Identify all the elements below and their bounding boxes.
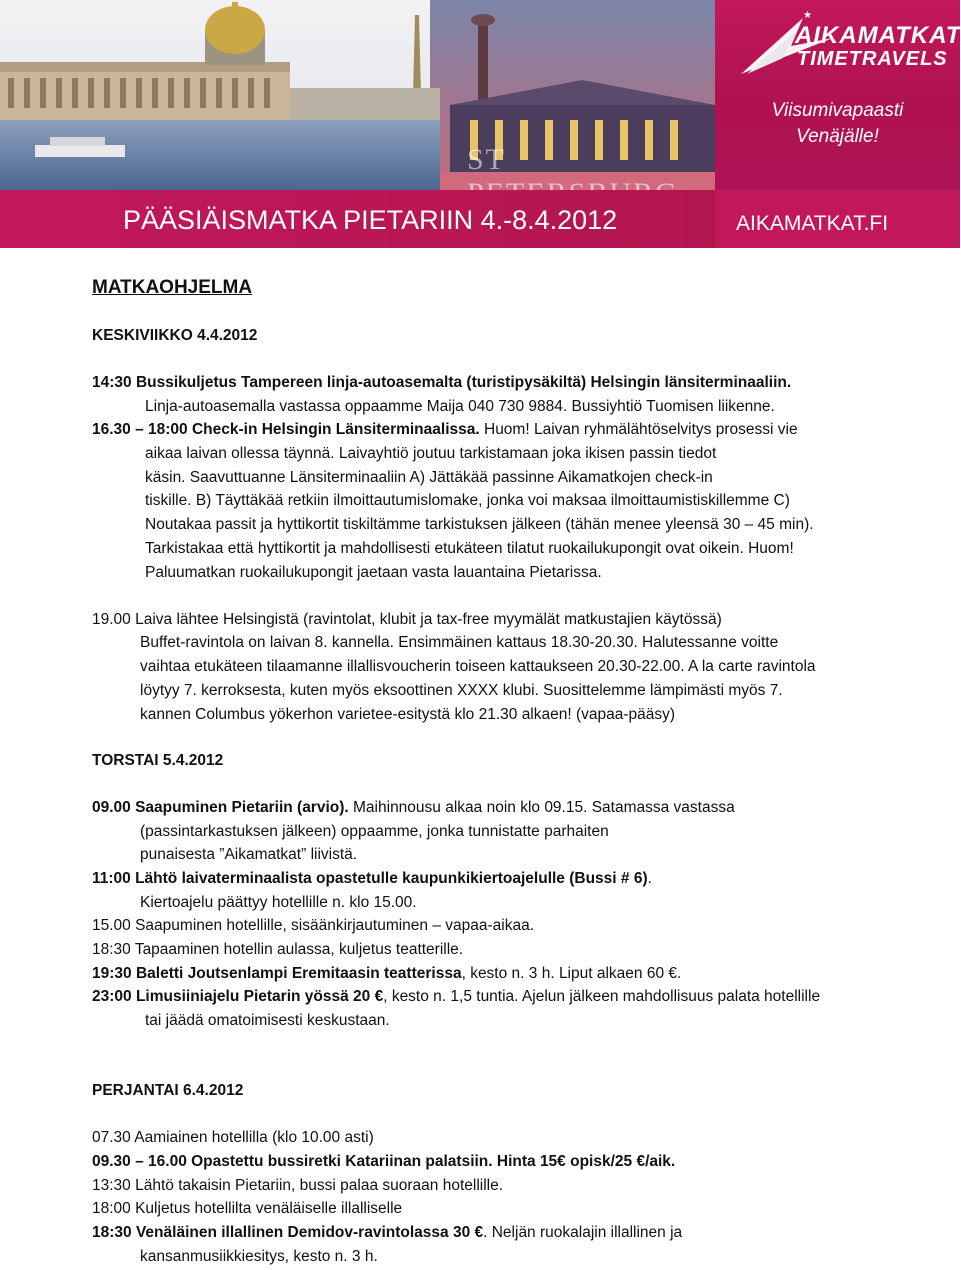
logo-text-timetravels: TIMETRAVELS xyxy=(797,48,948,70)
tour-title: PÄÄSIÄISMATKA PIETARIIN 4.-8.4.2012 xyxy=(123,205,618,235)
arrival-time: 09.00 Saapuminen Pietariin (arvio). xyxy=(92,799,349,816)
itinerary-line: kansanmusiikkiesitys, kesto n. 3 h. xyxy=(140,1248,378,1265)
program-title: MATKAOHJELMA xyxy=(92,277,253,298)
itinerary-line: Buffet-ravintola on laivan 8. kannella. Ensimmäinen kattaus 18.30-20.30. Halutessanne voitte xyxy=(140,634,779,651)
itinerary-line: Paluumatkan ruokailukupongit jaetaan vasta lauantaina Pietarissa. xyxy=(145,564,602,581)
itinerary-line: kannen Columbus yökerhon varietee-esitystä klo 21.30 alkaen! (vapaa-pääsy) xyxy=(140,706,676,723)
itinerary-line: 15.00 Saapuminen hotellille, sisäänkirjautuminen – vapaa-aikaa. xyxy=(92,917,535,934)
company-logo[interactable] xyxy=(733,8,961,78)
itinerary-line: 13:30 Lähtö takaisin Pietariin, bussi palaa suoraan hotellille. xyxy=(92,1177,504,1194)
itinerary-line: aikaa laivan ollessa täynnä. Laivayhtiö joutuu tarkistamaan joka ikisen passin tiedot xyxy=(145,445,717,462)
svg-text:★: ★ xyxy=(803,10,812,21)
itinerary-line: Linja-autoasemalla vastassa oppaamme Maija 040 730 9884. Bussiyhtiö Tuomisen liikenne. xyxy=(145,398,775,415)
city-tour-item: 11:00 Lähtö laivaterminaalista opastetulle kaupunkikiertoajelulle (Bussi # 6) xyxy=(92,870,648,887)
day-heading-friday: PERJANTAI 6.4.2012 xyxy=(92,1082,244,1099)
day-heading-thursday: TORSTAI 5.4.2012 xyxy=(92,752,224,769)
itinerary-line xyxy=(92,870,652,888)
itinerary-line: käsin. Saavuttuanne Länsiterminaaliin A) Jättäkää passinne Aikamatkojen check-in xyxy=(145,469,713,486)
city-tour-period: . xyxy=(647,870,652,887)
itinerary-line: 18:00 Kuljetus hotellilta venäläiselle illalliselle xyxy=(92,1200,403,1217)
itinerary-line: Tarkistakaa että hyttikortit ja mahdollisesti etukäteen tilatut ruokailukupongit ovat oikein. Huom! xyxy=(145,540,794,557)
tagline-line-1: Viisumivapaasti xyxy=(771,100,904,121)
itinerary-line: 07.30 Aamiainen hotellilla (klo 10.00 asti) xyxy=(92,1129,374,1146)
itinerary-line: Noutakaa passit ja hyttikortit tiskiltämme tarkistuksen jälkeen (tähän menee yleensä 30 – 45 min). xyxy=(145,516,814,533)
header-banner xyxy=(0,0,960,248)
itinerary-line: Kiertoajelu päättyy hotellille n. klo 15.00. xyxy=(140,894,417,911)
itinerary-line: tai jäädä omatoimisesti keskustaan. xyxy=(145,1012,390,1029)
itinerary-line xyxy=(92,799,735,817)
itinerary-line: 19.00 Laiva lähtee Helsingistä (ravintolat, klubit ja tax-free myymälät matkustajien käytössä) xyxy=(92,611,722,628)
itinerary-line: 18:30 Tapaaminen hotellin aulassa, kuljetus teatterille. xyxy=(92,941,464,958)
photo-caption: ST xyxy=(467,143,506,176)
itinerary-line: 14:30 Bussikuljetus Tampereen linja-autoasemalta (turistipysäkiltä) Helsingin länsiterminaaliin. xyxy=(92,374,792,391)
limousine-item: 23:00 Limusiiniajelu Pietarin yössä 20 € xyxy=(92,988,384,1005)
tagline-line-2: Venäjälle! xyxy=(796,126,879,147)
website-link[interactable]: AIKAMATKAT.FI xyxy=(736,212,889,235)
itinerary-line: vaihtaa etukäteen tilaamanne illallisvoucherin toiseen kattaukseen 20.30-22.00. A la carte ravintola xyxy=(140,658,816,675)
checkin-time: 16.30 – 18:00 Check-in Helsingin Länsiterminaalissa. xyxy=(92,421,480,438)
logo-panel xyxy=(715,0,960,190)
itinerary-line xyxy=(92,1224,682,1242)
ballet-item: 19:30 Baletti Joutsenlampi Eremitaasin teatterissa xyxy=(92,965,462,982)
ballet-note: , kesto n. 3 h. Liput alkaen 60 €. xyxy=(461,965,682,982)
itinerary-line: (passintarkastuksen jälkeen) oppaamme, jonka tunnistatte parhaiten xyxy=(140,823,609,840)
arrival-note: Maihinnousu alkaa noin klo 09.15. Satamassa vastassa xyxy=(348,799,735,816)
dinner-item: 18:30 Venäläinen illallinen Demidov-ravintolassa 30 € xyxy=(92,1224,484,1241)
day-heading-wednesday: KESKIVIIKKO 4.4.2012 xyxy=(92,327,258,344)
checkin-note: Huom! Laivan ryhmälähtöselvitys prosessi vie xyxy=(479,421,798,438)
itinerary-line: 09.30 – 16.00 Opastettu bussiretki Katariinan palatsiin. Hinta 15€ opisk/25 €/aik. xyxy=(92,1153,676,1170)
itinerary-line: tiskille. B) Täyttäkää retkiin ilmoittautumislomake, jonka voi maksaa ilmoittaumistiskillemme C) xyxy=(145,492,790,509)
itinerary-line xyxy=(92,421,798,439)
itinerary-line xyxy=(92,965,681,983)
limousine-note: , kesto n. 1,5 tuntia. Ajelun jälkeen mahdollisuus palata hotellille xyxy=(383,988,821,1005)
itinerary-line: punaisesta ”Aikamatkat” liivistä. xyxy=(140,846,358,863)
itinerary-line: löytyy 7. kerroksesta, kuten myös eksoottinen XXXX klubi. Suosittelemme lämpimästi myös 7. xyxy=(140,682,783,699)
logo-text-aikamatkat: AIKAMATKAT xyxy=(795,22,961,49)
dinner-note: . Neljän ruokalajin illallinen ja xyxy=(483,1224,683,1241)
itinerary-line xyxy=(92,988,820,1006)
st-petersburg-photo xyxy=(0,0,715,190)
